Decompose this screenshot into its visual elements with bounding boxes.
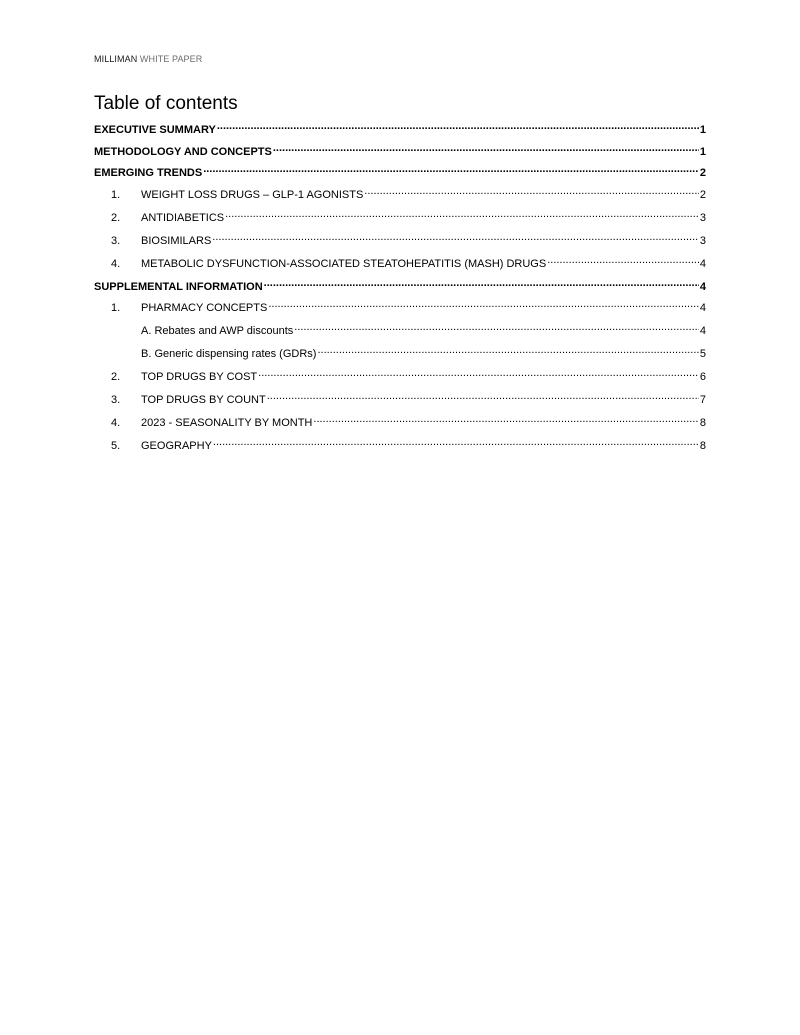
toc-entry-page: 8 — [699, 440, 706, 452]
toc-entry-page: 8 — [699, 417, 706, 429]
toc-dot-leader — [317, 346, 698, 357]
toc-entry-text: BIOSIMILARS — [141, 234, 212, 247]
toc-entry-page: 4 — [699, 325, 706, 337]
toc-entry[interactable] — [94, 187, 706, 210]
toc-entry-text: TOP DRUGS BY COST — [141, 371, 258, 383]
toc-entry-page: 6 — [699, 371, 706, 383]
toc-entry-number: 4. — [111, 257, 121, 270]
toc-entry-text: GEOGRAPHY — [141, 440, 212, 452]
toc-entry-text: METABOLIC DYSFUNCTION-ASSOCIATED STEATOHEPATITIS (MASH) DRUGS — [141, 257, 547, 270]
header-subtitle: WHITE PAPER — [139, 54, 203, 64]
toc-dot-leader — [267, 392, 699, 403]
toc-entry-page: 1 — [699, 145, 706, 158]
toc-entry[interactable] — [94, 346, 706, 369]
toc-dot-leader — [264, 279, 699, 290]
toc-entry-page: 5 — [699, 348, 706, 360]
toc-entry-page: 1 — [699, 124, 706, 136]
toc-entry-text: TOP DRUGS BY COUNT — [141, 394, 266, 406]
toc-entry-number: 3. — [111, 394, 121, 406]
toc-entry-text: WEIGHT LOSS DRUGS – GLP-1 AGONISTS — [141, 188, 364, 201]
toc-entry-page: 3 — [699, 211, 706, 224]
toc-entry-number: 1. — [111, 302, 121, 314]
toc-dot-leader — [547, 256, 699, 267]
header-brand: MILLIMAN — [94, 54, 138, 64]
toc-entry-text: EXECUTIVE SUMMARY — [94, 124, 216, 136]
page-header — [94, 54, 202, 64]
toc-dot-leader — [213, 438, 699, 449]
toc-entry-page: 4 — [699, 257, 706, 270]
toc-dot-leader — [258, 369, 699, 380]
toc-entry-page: 4 — [699, 302, 706, 314]
toc-entry-page: 4 — [699, 280, 706, 293]
toc-dot-leader — [364, 187, 699, 198]
toc-entry[interactable] — [94, 300, 706, 323]
toc-entry[interactable] — [94, 279, 706, 301]
toc-entry-number: 2. — [111, 371, 121, 383]
toc-entry[interactable] — [94, 144, 706, 166]
toc-entry-text: METHODOLOGY AND CONCEPTS — [94, 145, 272, 158]
toc-dot-leader — [313, 415, 698, 426]
toc-entry-text: SUPPLEMENTAL INFORMATION — [94, 280, 263, 293]
toc-entry[interactable] — [94, 233, 706, 256]
toc-entry[interactable] — [94, 438, 706, 461]
toc-entry[interactable] — [94, 256, 706, 279]
toc-entry[interactable] — [94, 210, 706, 233]
toc-entry-text: ANTIDIABETICS — [141, 211, 225, 224]
toc-dot-leader — [225, 210, 699, 221]
toc-entry[interactable] — [94, 323, 706, 346]
toc-entry-page: 2 — [699, 167, 706, 179]
toc-entry-number: 4. — [111, 417, 121, 429]
toc-entry-number: 3. — [111, 234, 121, 247]
toc-entry-number: 1. — [111, 188, 121, 201]
toc-entry-text: 2023 - SEASONALITY BY MONTH — [141, 417, 313, 429]
toc-entry[interactable] — [94, 392, 706, 415]
toc-entry-text: B. Generic dispensing rates (GDRs) — [141, 348, 317, 360]
toc-entry-text: A. Rebates and AWP discounts — [141, 325, 294, 337]
toc-entry-text: EMERGING TRENDS — [94, 167, 203, 179]
toc-entry-page: 7 — [699, 394, 706, 406]
toc-entry[interactable] — [94, 122, 706, 144]
table-of-contents — [94, 122, 706, 461]
toc-entry[interactable] — [94, 415, 706, 438]
toc-entry-page: 2 — [699, 188, 706, 201]
toc-entry-page: 3 — [699, 234, 706, 247]
toc-dot-leader — [273, 144, 699, 155]
toc-dot-leader — [294, 323, 699, 334]
toc-dot-leader — [203, 165, 699, 176]
toc-dot-leader — [212, 233, 699, 244]
toc-dot-leader — [217, 122, 699, 133]
toc-title: Table of contents — [94, 93, 238, 114]
toc-entry-text: PHARMACY CONCEPTS — [141, 302, 268, 314]
toc-dot-leader — [268, 300, 699, 311]
toc-entry[interactable] — [94, 369, 706, 392]
toc-entry-number: 2. — [111, 211, 121, 224]
toc-entry[interactable] — [94, 165, 706, 187]
toc-entry-number: 5. — [111, 440, 121, 452]
